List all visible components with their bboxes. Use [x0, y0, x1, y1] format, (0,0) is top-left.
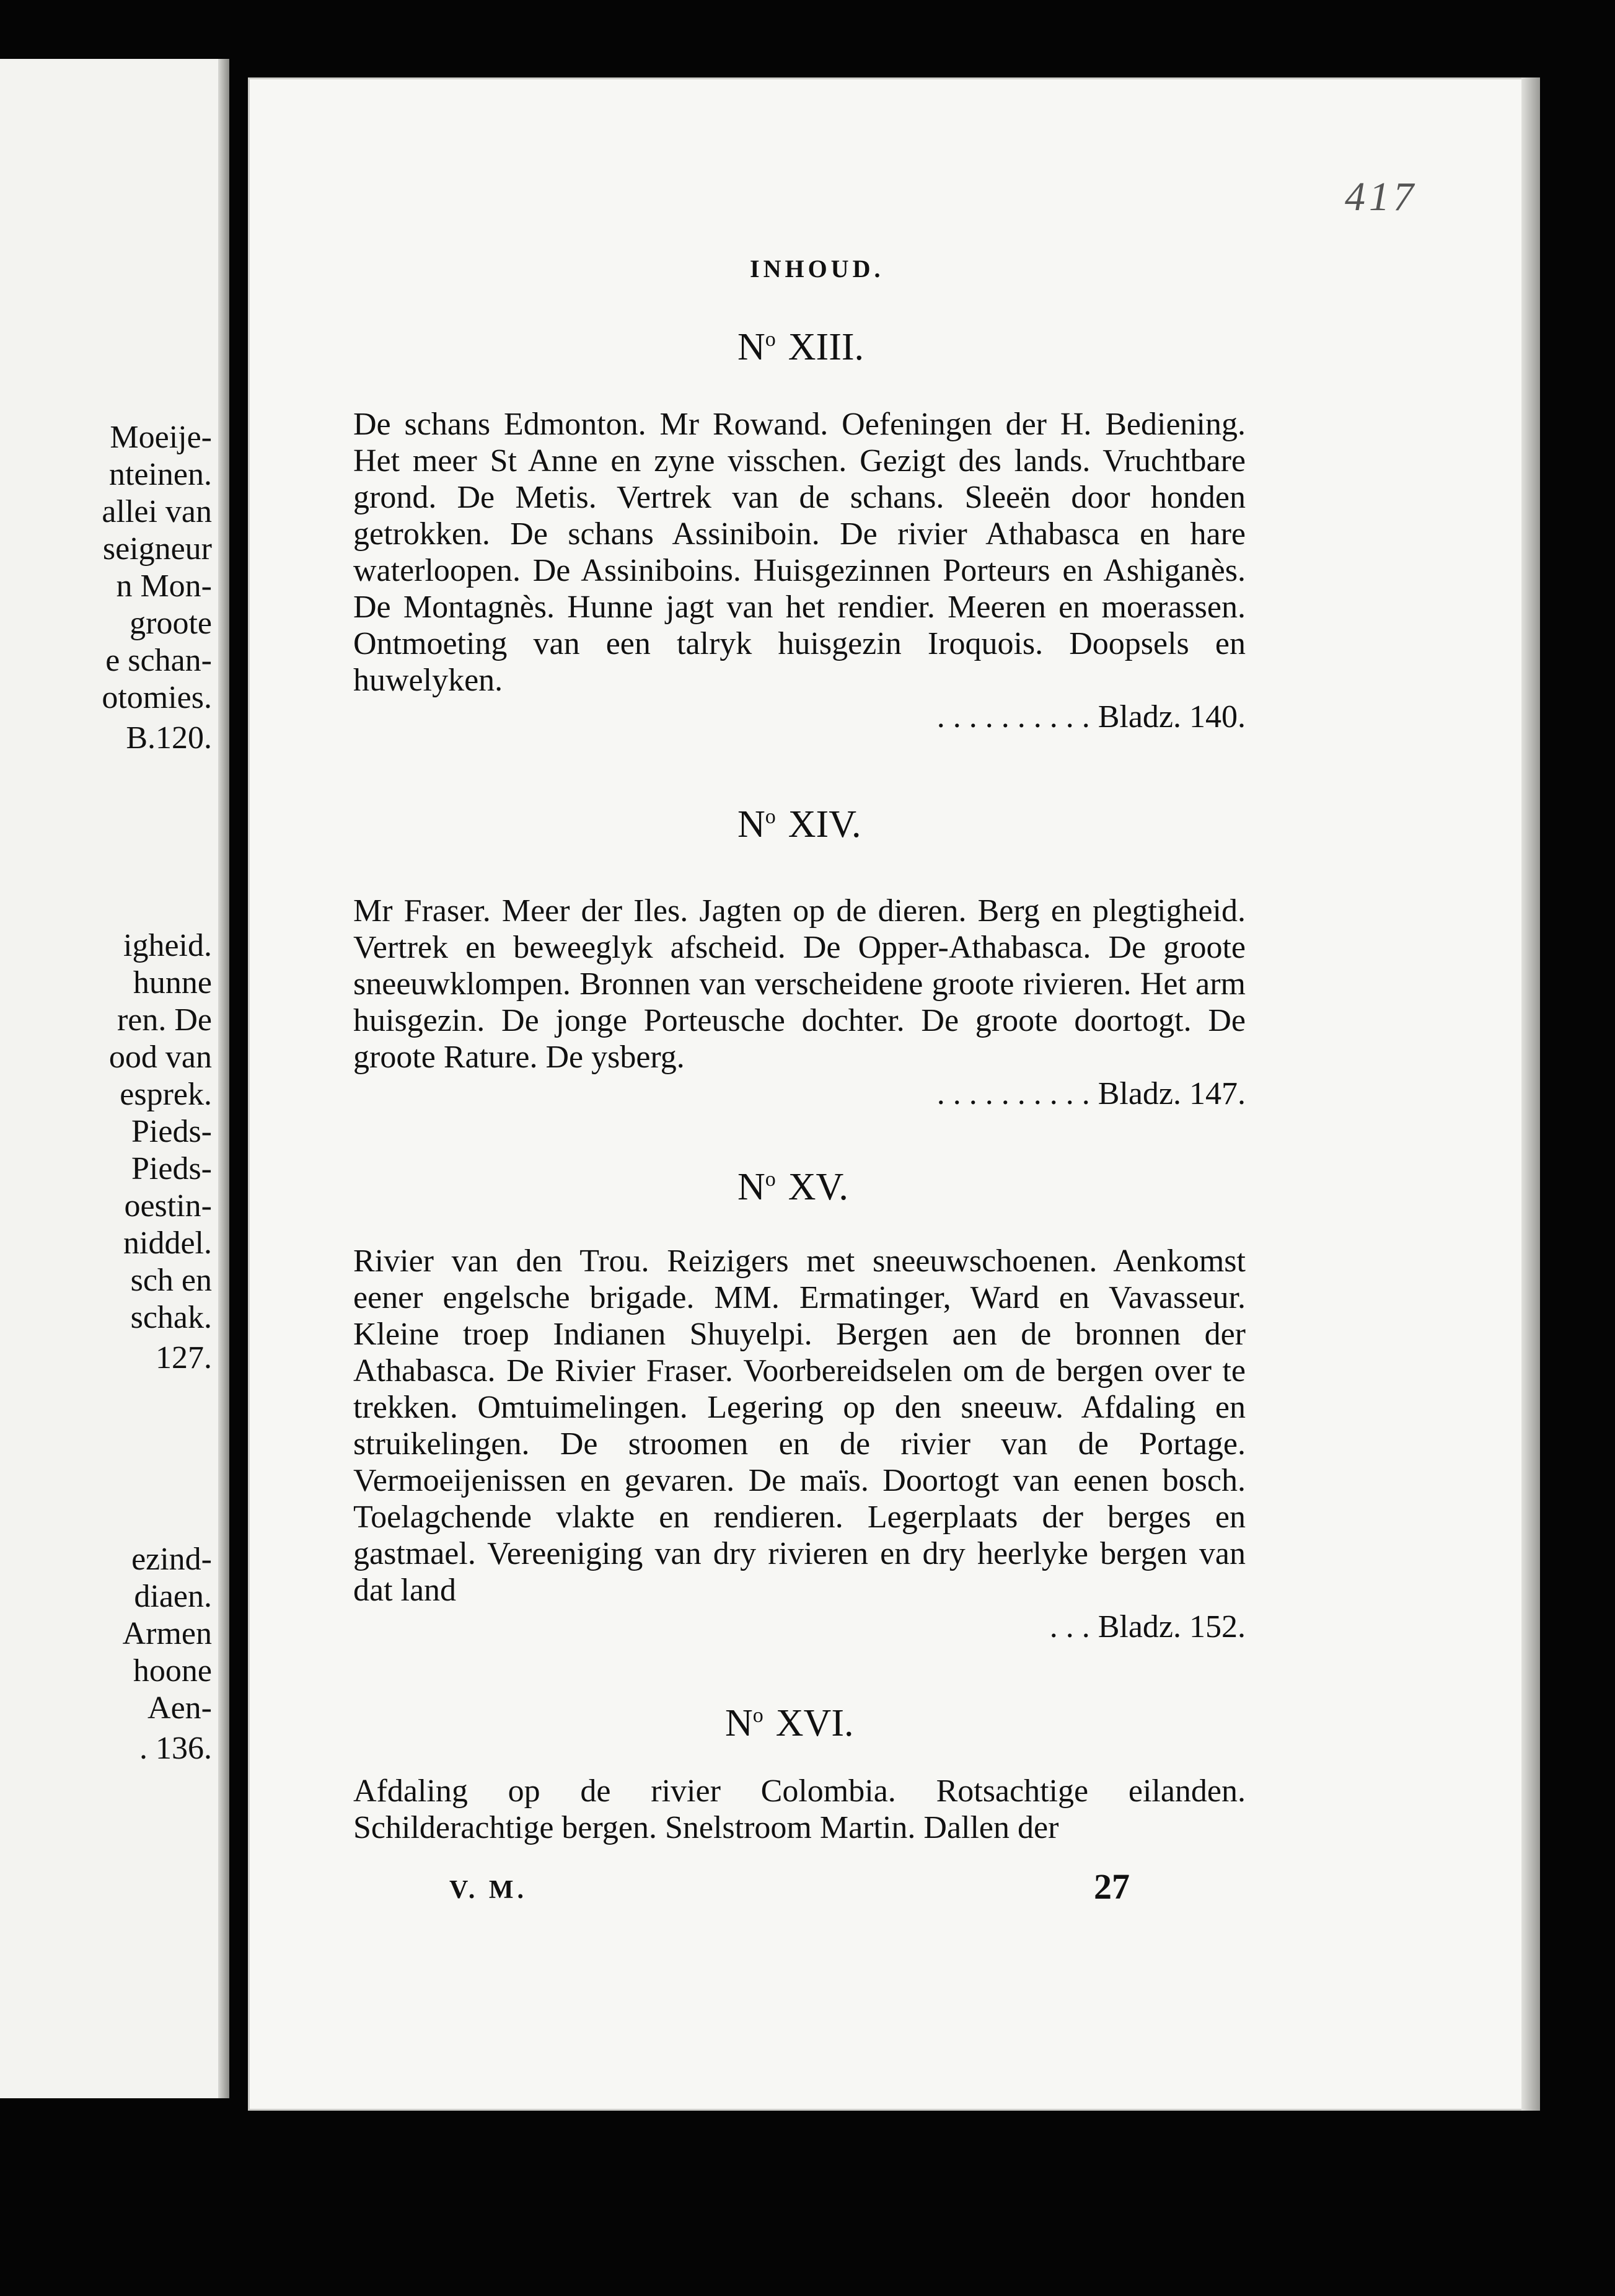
section-number-prefix: N [737, 326, 765, 368]
section-body [353, 406, 1246, 735]
section-summary: Mr Fraser. Meer der Iles. Jagten op de dieren. Berg en plegtigheid. Vertrek en beweeglyk afscheid. De Opper-Athabasca. De groote sneeuwklompen. Bronnen van verscheidene groote rivieren. Het arm huisgezin. De jonge Porteusche dochter. De groote doortogt. De groote Rature. De ysberg. [353, 893, 1246, 1075]
left-page-line: 127. [156, 1340, 212, 1375]
section-number-prefix: N [737, 1166, 765, 1208]
page-edge [1521, 77, 1540, 2111]
section-number-sup: o [765, 328, 776, 351]
section-number-sup: o [752, 1704, 763, 1727]
section-title [737, 325, 864, 369]
page-reference: . . . . . . . . . . Bladz. 147. [936, 1076, 1246, 1111]
left-page-line: Pieds- [131, 1151, 212, 1186]
main-page [248, 77, 1540, 2111]
section-summary: Rivier van den Trou. Reizigers met sneeuwschoenen. Aenkomst eener engelsche brigade. MM. Ermatinger, Ward en Vavasseur. Kleine troep Indianen Shuyelpi. Bergen aen de bronnen der Athabasca. De Rivier Fraser. Voorbereidselen om de bergen over te trekken. Omtuimelingen. Legering op den sneeuw. Afdaling en struikelingen. De stroomen en de rivier van de Portage. Vermoeijenissen en gevaren. De maïs. Doortogt van eenen bosch. Toelagchende vlakte en rendieren. Legerplaats der berges en gastmael. Vereeniging van dry rivieren en dry heerlyke bergen van dat land [353, 1243, 1246, 1608]
left-page-line: oestin- [124, 1188, 212, 1224]
section-number: XIII. [788, 326, 864, 368]
handwritten-page-note: 417 [1345, 174, 1417, 219]
section-number: XVI. [775, 1702, 854, 1744]
page-reference: . . . Bladz. 152. [1049, 1609, 1246, 1645]
section-number: XV. [788, 1166, 848, 1208]
left-page-line: ood van [108, 1040, 212, 1075]
left-page-line: Moeije- [110, 420, 212, 455]
left-page-line: Pieds- [131, 1114, 212, 1149]
left-page-line: diaen. [134, 1579, 212, 1614]
left-page-line: ren. De [117, 1002, 212, 1038]
left-page-line: esprek. [120, 1077, 212, 1112]
left-page-line: nteinen. [108, 457, 212, 492]
section-number-prefix: N [737, 803, 765, 846]
section-title [737, 803, 861, 847]
left-page-line: n Mon- [116, 568, 212, 604]
left-facing-page [0, 59, 229, 2098]
left-page-line: e schan- [105, 643, 212, 678]
left-page-line: Aen- [147, 1690, 212, 1726]
left-page-line: Armen [122, 1616, 212, 1651]
section-summary: Afdaling op de rivier Colombia. Rotsachtige eilanden. Schilderachtige bergen. Snelstroom Martin. Dallen der [353, 1773, 1246, 1845]
left-page-line: ezind- [131, 1542, 212, 1577]
section-body [353, 1773, 1246, 1846]
footer-page-number: 27 [1094, 1866, 1130, 1907]
left-page-line: . 136. [139, 1731, 212, 1766]
section-number: XIV. [788, 803, 861, 846]
left-page-line: otomies. [102, 680, 212, 715]
left-page-line: niddel. [123, 1225, 212, 1261]
section-body [353, 1243, 1246, 1645]
left-page-line: schak. [130, 1300, 212, 1335]
left-page-line: sch en [130, 1263, 212, 1298]
page-header: INHOUD. [750, 255, 884, 283]
page-fold [218, 59, 229, 2098]
footer-signature: V. M. [449, 1876, 528, 1904]
section-summary: De schans Edmonton. Mr Rowand. Oefeningen der H. Bediening. Het meer St Anne en zyne visschen. Gezigt des lands. Vruchtbare grond. De Metis. Vertrek van de schans. Sleeën door honden getrokken. De schans Assiniboin. De rivier Athabasca en hare waterloopen. De Assiniboins. Huisgezinnen Porteurs en Ashiganès. De Montagnès. Hunne jagt van het rendier. Meeren en moerassen. Ontmoeting van een talryk huisgezin Iroquois. Doopsels en huwelyken. [353, 407, 1246, 698]
left-page-line: hunne [133, 965, 212, 1000]
section-number-sup: o [765, 1168, 776, 1191]
section-body [353, 893, 1246, 1112]
section-title [737, 1165, 848, 1209]
section-title [725, 1702, 853, 1746]
left-page-line: seigneur [102, 531, 212, 567]
left-page-line: hoone [133, 1653, 212, 1689]
left-page-line: groote [130, 606, 212, 641]
left-page-line: igheid. [123, 928, 212, 963]
section-number-sup: o [765, 805, 776, 828]
section-number-prefix: N [725, 1702, 753, 1744]
left-page-line: B.120. [126, 720, 212, 756]
page-reference: . . . . . . . . . . Bladz. 140. [936, 699, 1246, 735]
left-page-line: allei van [102, 494, 212, 529]
